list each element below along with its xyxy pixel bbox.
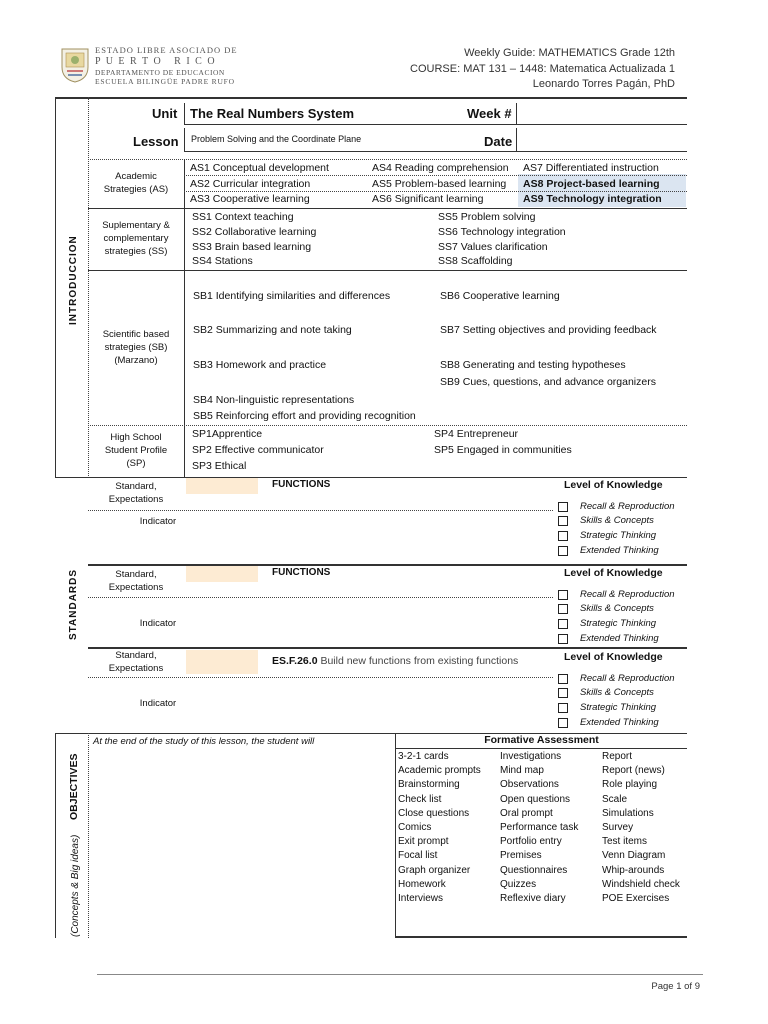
standard-row-1-bottom xyxy=(88,564,687,566)
guide-title: Weekly Guide: MATHEMATICS Grade 12th xyxy=(464,47,675,59)
lok-checkbox[interactable] xyxy=(558,718,568,728)
academic-bottom-line xyxy=(88,208,687,209)
lok-label: Level of Knowledge xyxy=(564,651,663,663)
formative-item: Check list xyxy=(398,793,442,805)
standard-label: Standard, xyxy=(115,569,157,580)
ss-item: SS3 Brain based learning xyxy=(192,241,312,253)
sb-item: SB7 Setting objectives and providing feedback xyxy=(440,324,657,336)
sb-item: SB8 Generating and testing hypotheses xyxy=(440,359,626,371)
academic-top-line xyxy=(88,159,687,160)
expectations-label: Expectations xyxy=(108,494,164,505)
ss-item: SS6 Technology integration xyxy=(438,226,566,238)
sp-item: SP3 Ethical xyxy=(192,460,247,472)
lok-item: Strategic Thinking xyxy=(580,530,657,541)
sb-item: SB9 Cues, questions, and advance organizers xyxy=(440,376,656,388)
sb-item: SB4 Non-linguistic representations xyxy=(193,394,355,406)
formative-item: Whip-arounds xyxy=(602,864,665,876)
lesson-divider xyxy=(184,128,185,151)
sb-item: SB5 Reinforcing effort and providing recognition xyxy=(193,410,416,422)
as-item: AS8 Project-based learning xyxy=(523,178,660,190)
formative-item: Survey xyxy=(602,822,634,833)
standard-title: FUNCTIONS xyxy=(272,479,331,490)
date-divider xyxy=(516,128,517,151)
school-seal xyxy=(60,47,90,83)
formative-item: POE Exercises xyxy=(602,893,670,904)
formative-item: Investigations xyxy=(500,751,562,762)
sb-item: SB3 Homework and practice xyxy=(193,359,327,371)
standard-code-box[interactable] xyxy=(186,650,258,674)
week-divider xyxy=(516,103,517,125)
ss-label-3: strategies (SS) xyxy=(104,246,168,257)
as-item: AS3 Cooperative learning xyxy=(190,193,310,205)
formative-item: Close questions xyxy=(398,807,470,819)
formative-item: Interviews xyxy=(398,893,444,904)
standard-description: Build new functions from existing functions xyxy=(317,655,519,667)
as-item: AS1 Conceptual development xyxy=(190,162,329,174)
as-item: AS4 Reading comprehension xyxy=(372,162,509,174)
formative-bottom-line xyxy=(395,936,687,938)
course-title: COURSE: MAT 131 – 1448: Matematica Actualizada 1 xyxy=(410,63,675,75)
lok-item: Extended Thinking xyxy=(580,545,659,556)
lok-item: Strategic Thinking xyxy=(580,618,657,629)
sb-label-1: Scientific based xyxy=(102,329,170,340)
lok-item: Skills & Concepts xyxy=(580,687,654,698)
formative-item: Premises xyxy=(500,850,542,862)
ss-label-2: complementary xyxy=(103,233,169,244)
indicator-label: Indicator xyxy=(139,618,177,629)
sp-item: SP5 Engaged in communities xyxy=(434,444,572,456)
outer-left-border xyxy=(55,97,56,478)
lesson-row-line xyxy=(184,151,687,152)
ss-bottom-line xyxy=(88,270,687,271)
standard-label: Standard, xyxy=(115,650,157,661)
sb-item: SB6 Cooperative learning xyxy=(440,290,560,302)
top-border xyxy=(55,97,687,99)
lok-checkbox[interactable] xyxy=(558,619,568,629)
academic-label-2: Strategies (AS) xyxy=(103,184,169,195)
academic-row-line-2 xyxy=(184,191,687,192)
as-item: AS6 Significant learning xyxy=(372,193,484,205)
lok-checkbox[interactable] xyxy=(558,546,568,556)
lok-item: Skills & Concepts xyxy=(580,515,654,526)
indicator-label: Indicator xyxy=(139,698,177,709)
org-line-3: DEPARTAMENTO DE EDUCACION xyxy=(95,68,225,77)
lok-item: Strategic Thinking xyxy=(580,702,657,713)
page-number: Page 1 of 9 xyxy=(651,981,700,992)
formative-item: Oral prompt xyxy=(500,807,553,819)
sp-label-1: High School xyxy=(110,432,162,443)
week-label: Week # xyxy=(467,106,512,121)
formative-item: Observations xyxy=(500,779,559,791)
formative-item: Exit prompt xyxy=(398,836,449,848)
ss-item: SS8 Scaffolding xyxy=(438,255,513,267)
lok-checkbox[interactable] xyxy=(558,703,568,713)
org-line-1: ESTADO LIBRE ASOCIADO DE xyxy=(95,45,238,55)
sp-label-3: (SP) xyxy=(126,458,146,469)
standard-row-line xyxy=(88,597,553,598)
ss-item: SS7 Values clarification xyxy=(438,241,548,253)
formative-item: Questionnaires xyxy=(500,864,568,876)
objectives-section-sub: (Concepts & Big ideas) xyxy=(70,834,81,937)
academic-row-line-1 xyxy=(184,175,687,176)
standard-row-line xyxy=(88,510,553,511)
footer-line xyxy=(97,974,703,975)
formative-item: Performance task xyxy=(500,822,579,833)
standard-title: FUNCTIONS xyxy=(272,567,331,578)
formative-item: Brainstorming xyxy=(398,779,460,791)
lok-checkbox[interactable] xyxy=(558,674,568,684)
formative-item: Simulations xyxy=(602,807,654,819)
indicator-label: Indicator xyxy=(139,516,177,527)
standard-code-box[interactable] xyxy=(186,566,258,582)
unit-row-line xyxy=(184,124,687,125)
objectives-left-border xyxy=(55,733,56,938)
formative-label: Formative Assessment xyxy=(484,734,599,746)
formative-item: Portfolio entry xyxy=(500,836,562,848)
intro-section-label: INTRODUCCION xyxy=(68,235,79,325)
objectives-divider-line xyxy=(88,733,89,938)
unit-divider xyxy=(184,103,185,125)
section-divider-line xyxy=(88,97,89,478)
formative-item: 3-2-1 cards xyxy=(398,751,449,762)
as-item: AS5 Problem-based learning xyxy=(372,178,507,190)
standard-code: ES.F.26.0 xyxy=(272,655,318,667)
formative-item: Focal list xyxy=(398,850,438,862)
lok-checkbox[interactable] xyxy=(558,590,568,600)
ss-item: SS1 Context teaching xyxy=(192,211,294,223)
sp-item: SP1Apprentice xyxy=(192,428,263,440)
sp-label-2: Student Profile xyxy=(104,445,168,456)
strategy-label-divider xyxy=(184,159,185,478)
formative-item: Windshield check xyxy=(602,878,680,890)
formative-item: Graph organizer xyxy=(398,864,471,876)
lesson-value[interactable]: Problem Solving and the Coordinate Plane xyxy=(191,134,362,144)
formative-item: Test items xyxy=(602,836,648,848)
formative-header-line xyxy=(395,748,687,749)
academic-label-1: Academic xyxy=(115,171,157,182)
teacher-name: Leonardo Torres Pagán, PhD xyxy=(532,78,675,90)
objectives-section-label: OBJECTIVES xyxy=(68,753,80,820)
ss-item: SS2 Collaborative learning xyxy=(192,226,317,238)
expectations-label: Expectations xyxy=(108,582,164,593)
ss-item: SS4 Stations xyxy=(192,255,253,267)
date-label: Date xyxy=(484,134,513,149)
lok-checkbox[interactable] xyxy=(558,604,568,614)
unit-label: Unit xyxy=(152,106,178,121)
as-item: AS9 Technology integration xyxy=(523,193,662,205)
formative-item: Report xyxy=(602,751,633,762)
sb-item: SB2 Summarizing and note taking xyxy=(193,324,352,336)
ss-label-1: Suplementary & xyxy=(102,220,170,231)
lok-item: Extended Thinking xyxy=(580,633,659,644)
standard-row-line xyxy=(88,677,553,678)
unit-value[interactable]: The Real Numbers System xyxy=(190,106,355,121)
as-item: AS7 Differentiated instruction xyxy=(523,162,659,174)
lok-checkbox[interactable] xyxy=(558,634,568,644)
formative-item: Open questions xyxy=(500,793,571,805)
sb-item: SB1 Identifying similarities and differences xyxy=(193,290,391,302)
formative-item: Academic prompts xyxy=(398,765,481,777)
sb-label-3: (Marzano) xyxy=(114,355,158,366)
standard-code-box[interactable] xyxy=(186,478,258,494)
ss-item: SS5 Problem solving xyxy=(438,211,536,223)
sp-item: SP2 Effective communicator xyxy=(192,444,324,456)
lok-item: Extended Thinking xyxy=(580,717,659,728)
formative-item: Role playing xyxy=(602,779,658,791)
sb-bottom-line xyxy=(88,425,687,426)
formative-item: Mind map xyxy=(500,765,544,777)
formative-item: Quizzes xyxy=(500,878,537,890)
formative-item: Report (news) xyxy=(602,765,665,777)
standards-section-label: STANDARDS xyxy=(68,568,79,640)
lok-checkbox[interactable] xyxy=(558,688,568,698)
lok-item: Recall & Reproduction xyxy=(580,589,675,600)
sp-item: SP4 Entrepreneur xyxy=(434,428,519,440)
formative-item: Scale xyxy=(602,793,628,805)
formative-item: Homework xyxy=(398,878,446,890)
as-item: AS2 Curricular integration xyxy=(190,178,311,190)
sb-label-2: strategies (SB) xyxy=(104,342,168,353)
seal-emblem-icon xyxy=(60,47,90,83)
standard-title xyxy=(272,655,518,668)
lok-label: Level of Knowledge xyxy=(564,567,663,579)
formative-item: Venn Diagram xyxy=(602,850,666,862)
lesson-label: Lesson xyxy=(133,134,179,149)
intro-bottom-line xyxy=(55,477,687,478)
expectations-label: Expectations xyxy=(108,663,164,674)
org-line-4: ESCUELA BILINGÜE PADRE RUFO xyxy=(95,77,235,86)
lok-label: Level of Knowledge xyxy=(564,479,663,491)
org-line-2: P U E R T O R I C O xyxy=(95,56,217,67)
lok-item: Recall & Reproduction xyxy=(580,501,675,512)
lok-item: Skills & Concepts xyxy=(580,603,654,614)
formative-left-border xyxy=(395,733,396,937)
lok-item: Recall & Reproduction xyxy=(580,673,675,684)
objectives-intro: At the end of the study of this lesson, the student will xyxy=(93,736,315,747)
standard-label: Standard, xyxy=(115,481,157,492)
formative-item: Reflexive diary xyxy=(500,893,566,904)
formative-item: Comics xyxy=(398,822,432,833)
lok-checkbox[interactable] xyxy=(558,502,568,512)
lok-checkbox[interactable] xyxy=(558,531,568,541)
lok-checkbox[interactable] xyxy=(558,516,568,526)
